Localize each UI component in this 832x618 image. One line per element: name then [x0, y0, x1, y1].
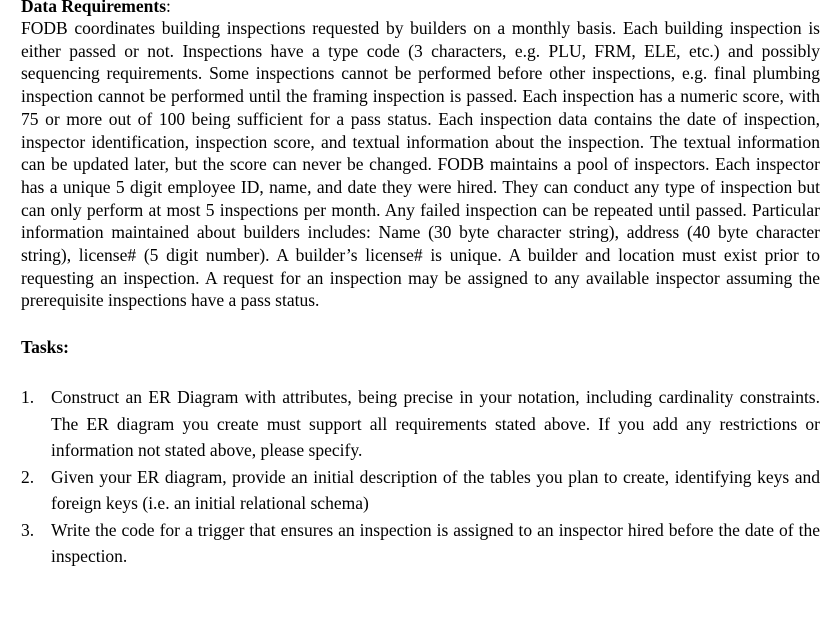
task-item-1	[21, 384, 820, 464]
data-requirements-paragraph: FODB coordinates building inspections requested by builders on a monthly basis. Each building inspection is either passed or not. Inspections have a type code (3 characters, e.g. PLU, FRM, ELE, etc.) and possibly sequencing requirements. Some inspections cannot be performed before other inspections, e.g. final plumbing inspection cannot be performed until the framing inspection is passed. Each inspection has a numeric score, with 75 or more out of 100 being sufficient for a pass status. Each inspection data contains the date of inspection, inspector identification, inspection score, and textual information about the inspection. The textual information can be updated later, but the score can never be changed. FODB maintains a pool of inspectors. Each inspector has a unique 5 digit employee ID, name, and date they were hired. They can conduct any type of inspection but can only perform at most 5 inspections per month. Any failed inspection can be repeated until passed. Particular information maintained about builders includes: Name (30 byte character string), address (40 byte character string), license# (5 digit number). A builder’s license# is unique. A builder and location must exist prior to requesting an inspection. A request for an inspection may be assigned to any available inspector assuming the prerequisite inspections have a pass status.	[21, 18, 820, 311]
data-requirements-heading	[21, 0, 820, 17]
task-text: Given your ER diagram, provide an initial description of the tables you plan to create, identifying keys and foreign keys (i.e. an initial relational schema)	[51, 466, 820, 514]
task-text: Construct an ER Diagram with attributes, being precise in your notation, including cardinality constraints. The ER diagram you create must support all requirements stated above. If you add any restrictions or information not stated above, please specify.	[51, 387, 820, 461]
data-requirements-heading-colon: :	[166, 0, 171, 16]
document-page	[21, 0, 820, 570]
task-number: 3.	[21, 519, 35, 540]
task-item-3	[21, 517, 820, 570]
task-number: 2.	[21, 466, 35, 487]
data-requirements-heading-text: Data Requirements	[21, 0, 167, 16]
task-item-2	[21, 464, 820, 517]
task-text: Write the code for a trigger that ensures an inspection is assigned to an inspector hired before the date of the inspection.	[51, 519, 820, 567]
task-list	[21, 384, 820, 570]
tasks-heading: Tasks:	[21, 337, 69, 358]
task-number: 1.	[21, 387, 35, 408]
